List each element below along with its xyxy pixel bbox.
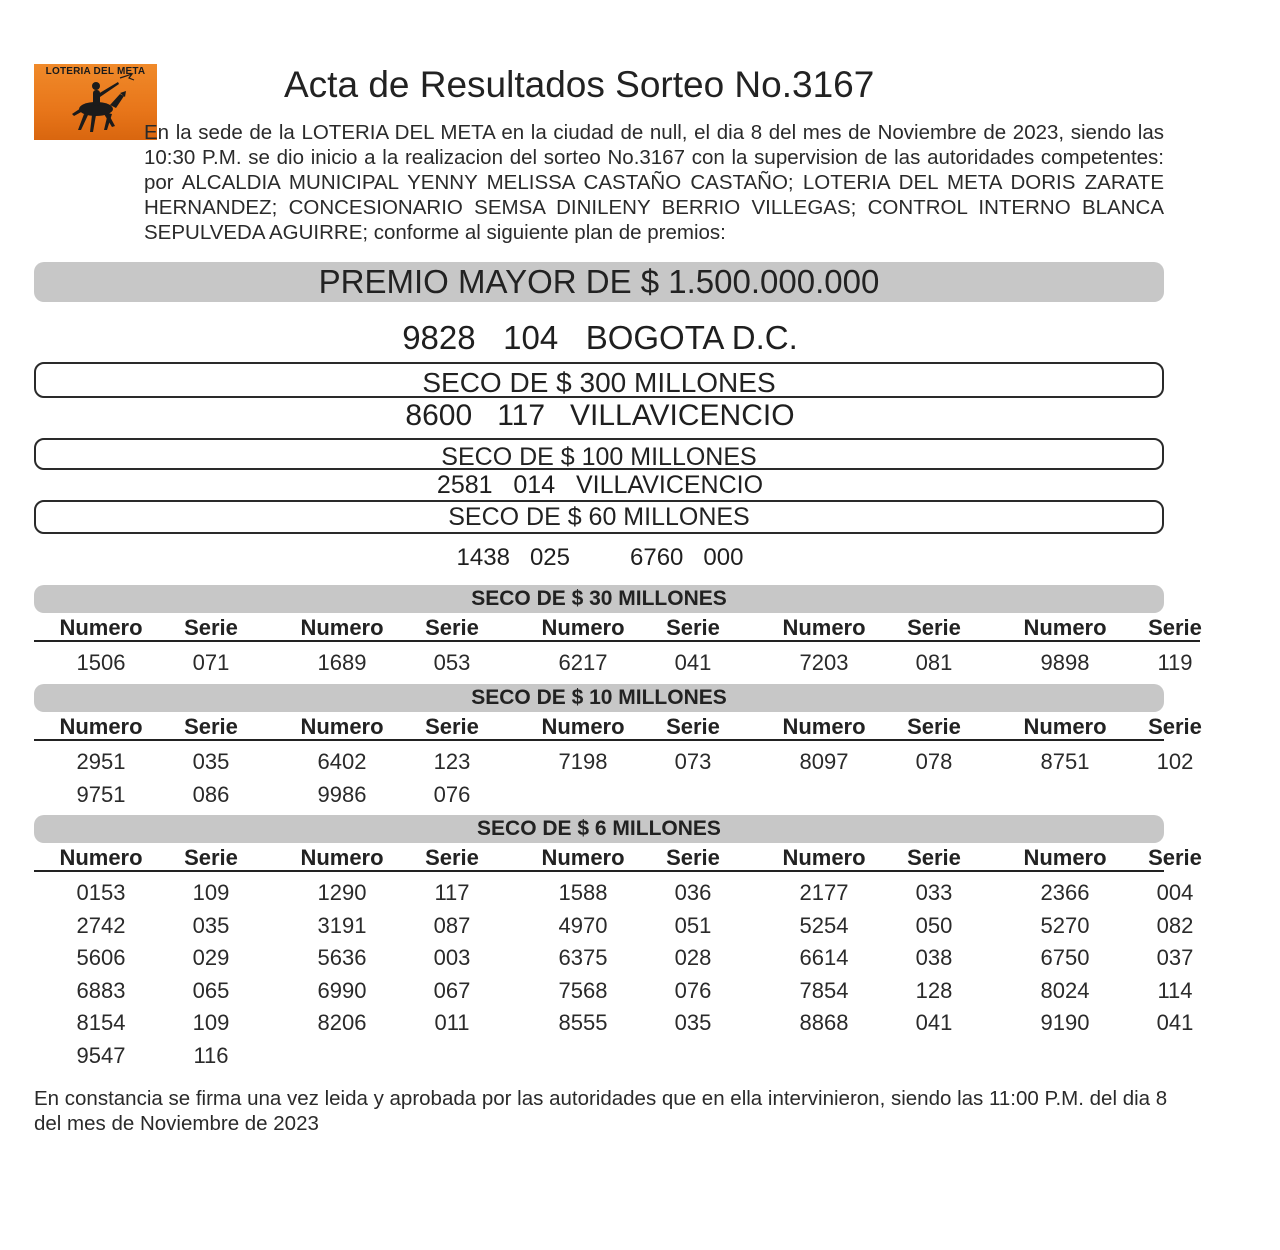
- header-numero: Numero: [59, 845, 143, 870]
- cell-numero: 6990: [317, 977, 367, 1003]
- seco-300-numero: 8600: [405, 399, 473, 432]
- seco-60-bar: [34, 500, 1164, 534]
- cell-numero: 4970: [558, 912, 608, 938]
- cell-serie: 053: [433, 650, 471, 675]
- cell-serie: 038: [915, 945, 953, 971]
- premio-mayor-numero: 9828: [402, 319, 476, 356]
- header-serie: Serie: [1148, 845, 1202, 870]
- cell-numero: 9986: [317, 782, 367, 807]
- cell-numero: 0153: [76, 880, 126, 905]
- header-numero: Numero: [59, 615, 143, 640]
- cell-numero: 6375: [558, 945, 608, 971]
- cell-numero: 9190: [1040, 1010, 1090, 1036]
- cell-numero: 8154: [76, 1010, 126, 1036]
- header-numero: Numero: [300, 615, 384, 640]
- header-numero: Numero: [1023, 845, 1107, 870]
- cell-numero: 6883: [76, 977, 126, 1003]
- header-numero: Numero: [1023, 714, 1107, 739]
- seco-300-serie: 117: [497, 399, 546, 432]
- cell-serie: 076: [433, 782, 471, 807]
- intro-paragraph: En la sede de la LOTERIA DEL META en la ciudad de null, el dia 8 del mes de Noviembre de 2023, siendo las 10:30 P.M. se dio inicio a la realizacion del sorteo No.3167 con la supervision de las autoridades competentes: por ALCALDIA MUNICIPAL YENNY MELISSA CASTAÑO CASTAÑO; LOTERIA DEL META DORIS ZARATE HERNANDEZ; CONCESIONARIO SEMSA DINILENY BERRIO VILLEGAS; CONTROL INTERNO BLANCA SEPULVEDA AGUIRRE; conforme al siguiente plan de premios:: [144, 121, 1164, 244]
- cell-numero: 2366: [1040, 880, 1090, 905]
- cell-serie: 076: [674, 977, 712, 1003]
- header-serie: Serie: [1148, 615, 1202, 640]
- cell-numero: 5270: [1040, 912, 1090, 938]
- table-header-row: [0, 845, 1280, 873]
- header-numero: Numero: [541, 615, 625, 640]
- cell-numero: 2177: [799, 880, 849, 905]
- header-serie: Serie: [184, 615, 238, 640]
- cell-numero: 1290: [317, 880, 367, 905]
- cell-serie: 067: [433, 977, 471, 1003]
- seco-300-bar: [34, 362, 1164, 398]
- cell-numero: 1689: [317, 650, 367, 675]
- cell-numero: 8555: [558, 1010, 608, 1036]
- cell-numero: 6750: [1040, 945, 1090, 971]
- seco-60-serie-1: 025: [529, 544, 570, 571]
- seco-100-bar: [34, 438, 1164, 470]
- cell-numero: 7198: [558, 749, 608, 774]
- cell-serie: 004: [1156, 880, 1194, 905]
- seco-100-label: SECO DE $ 100 MILLONES: [441, 443, 757, 471]
- cell-serie: 003: [433, 945, 471, 971]
- header-divider: [34, 640, 1200, 642]
- cell-numero: 8206: [317, 1010, 367, 1036]
- cell-numero: 9751: [76, 782, 126, 807]
- cell-serie: 102: [1156, 749, 1194, 774]
- cell-numero: 7568: [558, 977, 608, 1003]
- cell-numero: 9898: [1040, 650, 1090, 675]
- cell-serie: 119: [1157, 650, 1193, 675]
- header-serie: Serie: [666, 714, 720, 739]
- closing-paragraph: En constancia se firma una vez leida y aprobada por las autoridades que en ella intervinieron, siendo las 11:00 P.M. del dia 8 del mes de Noviembre de 2023: [34, 1087, 1168, 1135]
- cell-serie: 123: [433, 749, 471, 774]
- header-numero: Numero: [782, 714, 866, 739]
- section-title-bar: SECO DE $ 30 MILLONES: [34, 585, 1164, 613]
- cell-numero: 1506: [76, 650, 126, 675]
- cell-serie: 035: [192, 749, 230, 774]
- seco-100-ciudad: VILLAVICENCIO: [575, 471, 764, 499]
- cell-serie: 117: [434, 880, 470, 905]
- cell-serie: 116: [193, 1043, 229, 1068]
- seco-100-numero: 2581: [436, 471, 493, 499]
- header-serie: Serie: [1148, 714, 1202, 739]
- horse-rider-icon: [34, 64, 157, 140]
- cell-serie: 028: [674, 945, 712, 971]
- header-divider: [34, 870, 1164, 872]
- seco-60-numero-2: 6760: [630, 544, 684, 571]
- header-numero: Numero: [59, 714, 143, 739]
- cell-serie: 050: [915, 912, 953, 938]
- header-serie: Serie: [666, 615, 720, 640]
- section-title-bar: SECO DE $ 6 MILLONES: [34, 815, 1164, 843]
- table-header-row: [0, 714, 1280, 742]
- cell-numero: 2742: [76, 912, 126, 938]
- seco-60-numero-1: 1438: [456, 544, 510, 571]
- cell-numero: 8868: [799, 1010, 849, 1036]
- premio-mayor-result: [0, 318, 1200, 358]
- logo: [34, 64, 157, 140]
- premio-mayor-ciudad: BOGOTA D.C.: [585, 319, 798, 356]
- cell-numero: 7203: [799, 650, 849, 675]
- logo-text: LOTERIA DEL META: [45, 66, 146, 77]
- header-divider: [34, 739, 1164, 741]
- cell-numero: 9547: [76, 1043, 126, 1068]
- cell-serie: 087: [433, 912, 471, 938]
- cell-serie: 011: [434, 1010, 470, 1036]
- header-serie: Serie: [184, 714, 238, 739]
- cell-serie: 051: [674, 912, 712, 938]
- premio-mayor-bar: [34, 262, 1164, 302]
- cell-numero: 5636: [317, 945, 367, 971]
- seco-60-label: SECO DE $ 60 MILLONES: [448, 503, 750, 531]
- header-serie: Serie: [907, 845, 961, 870]
- header-numero: Numero: [541, 714, 625, 739]
- cell-serie: 037: [1156, 945, 1194, 971]
- header-numero: Numero: [1023, 615, 1107, 640]
- cell-serie: 109: [192, 880, 230, 905]
- seco-100-serie: 014: [513, 471, 556, 499]
- cell-serie: 065: [192, 977, 230, 1003]
- cell-serie: 086: [192, 782, 230, 807]
- seco-60-results: [0, 543, 1200, 573]
- header-numero: Numero: [300, 714, 384, 739]
- header-serie: Serie: [184, 845, 238, 870]
- seco-60-serie-2: 000: [703, 544, 744, 571]
- seco-300-result: [0, 398, 1200, 434]
- header-serie: Serie: [425, 714, 479, 739]
- cell-numero: 1588: [558, 880, 608, 905]
- cell-numero: 8097: [799, 749, 849, 774]
- cell-serie: 041: [674, 650, 712, 675]
- cell-numero: 8024: [1040, 977, 1090, 1003]
- cell-serie: 109: [192, 1010, 230, 1036]
- header-serie: Serie: [666, 845, 720, 870]
- cell-serie: 041: [1156, 1010, 1194, 1036]
- page-title: Acta de Resultados Sorteo No.3167: [284, 64, 875, 105]
- cell-serie: 073: [674, 749, 712, 774]
- cell-serie: 041: [915, 1010, 953, 1036]
- cell-numero: 7854: [799, 977, 849, 1003]
- header-numero: Numero: [782, 845, 866, 870]
- header-serie: Serie: [907, 615, 961, 640]
- cell-numero: 2951: [76, 749, 126, 774]
- cell-serie: 078: [915, 749, 953, 774]
- table-header-row: [0, 615, 1280, 643]
- cell-serie: 128: [915, 977, 953, 1003]
- cell-serie: 114: [1157, 977, 1193, 1003]
- header-numero: Numero: [782, 615, 866, 640]
- header-numero: Numero: [541, 845, 625, 870]
- cell-serie: 033: [915, 880, 953, 905]
- premio-mayor-serie: 104: [503, 319, 559, 356]
- header-serie: Serie: [907, 714, 961, 739]
- cell-numero: 6402: [317, 749, 367, 774]
- cell-serie: 035: [192, 912, 230, 938]
- cell-numero: 6614: [799, 945, 849, 971]
- cell-numero: 3191: [317, 912, 367, 938]
- header-serie: Serie: [425, 845, 479, 870]
- cell-serie: 071: [192, 650, 230, 675]
- cell-serie: 081: [915, 650, 953, 675]
- cell-numero: 5606: [76, 945, 126, 971]
- cell-serie: 029: [192, 945, 230, 971]
- cell-numero: 6217: [558, 650, 608, 675]
- cell-serie: 035: [674, 1010, 712, 1036]
- cell-serie: 082: [1156, 912, 1194, 938]
- premio-mayor-label: PREMIO MAYOR DE $ 1.500.000.000: [318, 263, 880, 300]
- section-title-bar: SECO DE $ 10 MILLONES: [34, 684, 1164, 712]
- header-serie: Serie: [425, 615, 479, 640]
- cell-numero: 8751: [1040, 749, 1090, 774]
- cell-numero: 5254: [799, 912, 849, 938]
- seco-300-ciudad: VILLAVICENCIO: [570, 399, 795, 432]
- header-numero: Numero: [300, 845, 384, 870]
- seco-300-label: SECO DE $ 300 MILLONES: [422, 367, 776, 398]
- cell-serie: 036: [674, 880, 712, 905]
- seco-100-result: [0, 470, 1200, 500]
